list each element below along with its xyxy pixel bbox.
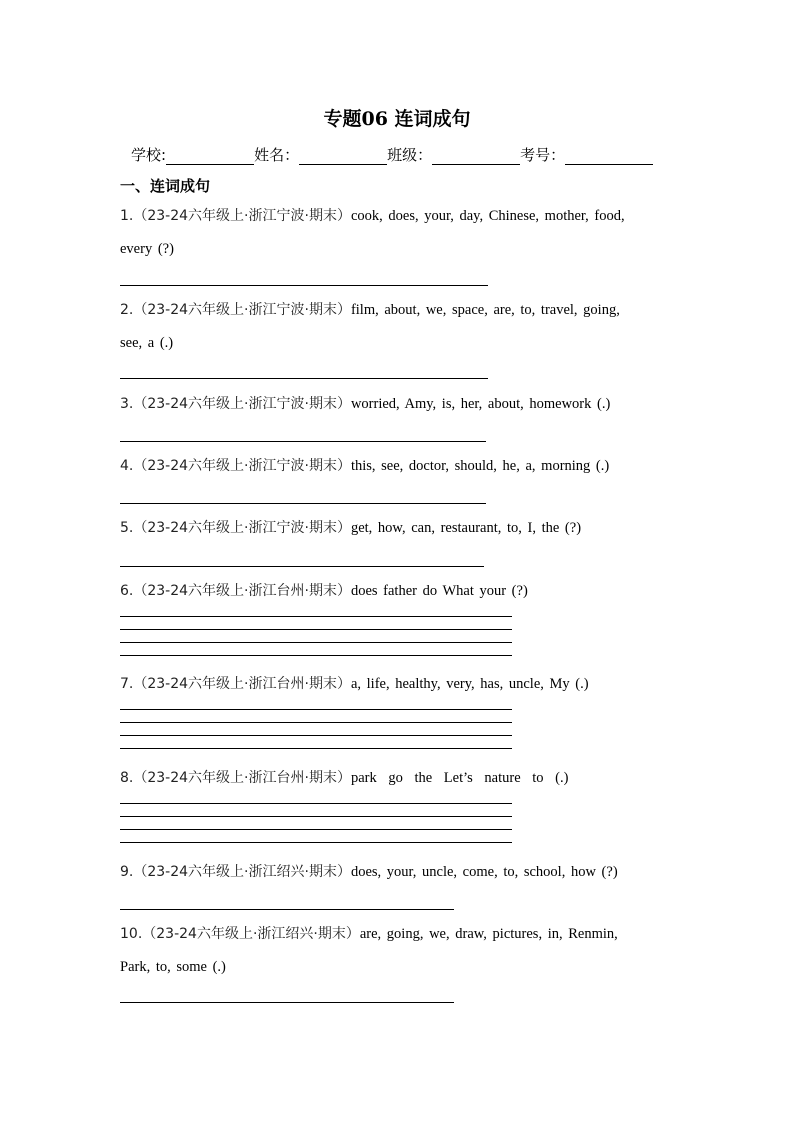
question-number: 1. xyxy=(120,208,134,224)
answer-line[interactable] xyxy=(120,285,488,286)
question-number: 6. xyxy=(120,583,134,599)
question-source: （23-24六年级上·浙江宁波·期末） xyxy=(133,302,351,318)
question-words: get, how, can, restaurant, to, I, the (?) xyxy=(350,520,582,536)
name-blank[interactable] xyxy=(299,148,387,165)
school-label: 学校: xyxy=(131,146,167,164)
question-6 xyxy=(120,575,680,608)
question-2 xyxy=(120,294,680,360)
answer-line[interactable] xyxy=(120,1002,454,1003)
answer-line[interactable] xyxy=(120,616,512,617)
answer-line[interactable] xyxy=(120,842,512,843)
question-9 xyxy=(120,856,680,889)
question-source: （23-24六年级上·浙江宁波·期末） xyxy=(133,208,351,224)
question-source: （23-24六年级上·浙江宁波·期末） xyxy=(133,396,351,412)
question-number: 5. xyxy=(120,520,134,536)
answer-line[interactable] xyxy=(120,441,486,442)
answer-line[interactable] xyxy=(120,722,512,723)
question-words-cont: Park, to, some (.) xyxy=(120,959,226,975)
answer-line[interactable] xyxy=(120,829,512,830)
question-number: 8. xyxy=(120,770,134,786)
question-number: 2. xyxy=(120,302,134,318)
question-words: are, going, we, draw, pictures, in, Renmin, xyxy=(359,926,618,942)
question-number: 3. xyxy=(120,396,134,412)
answer-line[interactable] xyxy=(120,642,512,643)
answer-line[interactable] xyxy=(120,629,512,630)
question-words: worried, Amy, is, her, about, homework (.) xyxy=(350,396,611,412)
question-10 xyxy=(120,918,680,984)
page-title: 专题06 连词成句 xyxy=(323,108,471,130)
question-source: （23-24六年级上·浙江台州·期末） xyxy=(133,583,351,599)
school-blank[interactable] xyxy=(166,148,254,165)
answer-line[interactable] xyxy=(120,655,512,656)
question-words: park go the Let’s nature to (.) xyxy=(350,770,569,786)
class-blank[interactable] xyxy=(432,148,520,165)
question-source: （23-24六年级上·浙江绍兴·期末） xyxy=(142,926,360,942)
question-source: （23-24六年级上·浙江台州·期末） xyxy=(133,770,351,786)
question-7 xyxy=(120,668,680,701)
question-words: film, about, we, space, are, to, travel, going, xyxy=(350,302,620,318)
question-words: cook, does, your, day, Chinese, mother, food, xyxy=(350,208,625,224)
answer-line[interactable] xyxy=(120,816,512,817)
answer-line[interactable] xyxy=(120,735,512,736)
question-source: （23-24六年级上·浙江宁波·期末） xyxy=(133,458,351,474)
question-words-cont: every (?) xyxy=(120,241,174,257)
student-info-row xyxy=(131,144,653,165)
question-8 xyxy=(120,762,680,795)
question-number: 4. xyxy=(120,458,134,474)
question-source: （23-24六年级上·浙江绍兴·期末） xyxy=(133,864,351,880)
answer-line[interactable] xyxy=(120,748,512,749)
question-words: does father do What your (?) xyxy=(350,583,528,599)
question-source: （23-24六年级上·浙江台州·期末） xyxy=(133,676,351,692)
number-label: 考号： xyxy=(520,146,566,164)
answer-line[interactable] xyxy=(120,803,512,804)
question-words: a, life, healthy, very, has, uncle, My (.) xyxy=(350,676,589,692)
class-label: 班级： xyxy=(387,146,433,164)
answer-line[interactable] xyxy=(120,503,486,504)
name-label: 姓名： xyxy=(254,146,300,164)
question-3 xyxy=(120,388,680,421)
question-number: 10. xyxy=(120,926,143,942)
question-source: （23-24六年级上·浙江宁波·期末） xyxy=(133,520,351,536)
question-words: this, see, doctor, should, he, a, morning (.) xyxy=(350,458,610,474)
answer-line[interactable] xyxy=(120,909,454,910)
question-1 xyxy=(120,200,680,266)
question-4 xyxy=(120,450,680,483)
section-heading: 一、连词成句 xyxy=(120,177,211,195)
number-blank[interactable] xyxy=(565,148,653,165)
answer-line[interactable] xyxy=(120,566,484,567)
question-number: 7. xyxy=(120,676,134,692)
question-5 xyxy=(120,512,680,545)
question-words: does, your, uncle, come, to, school, how (?) xyxy=(350,864,618,880)
answer-line[interactable] xyxy=(120,378,488,379)
question-words-cont: see, a (.) xyxy=(120,335,174,351)
question-number: 9. xyxy=(120,864,134,880)
answer-line[interactable] xyxy=(120,709,512,710)
